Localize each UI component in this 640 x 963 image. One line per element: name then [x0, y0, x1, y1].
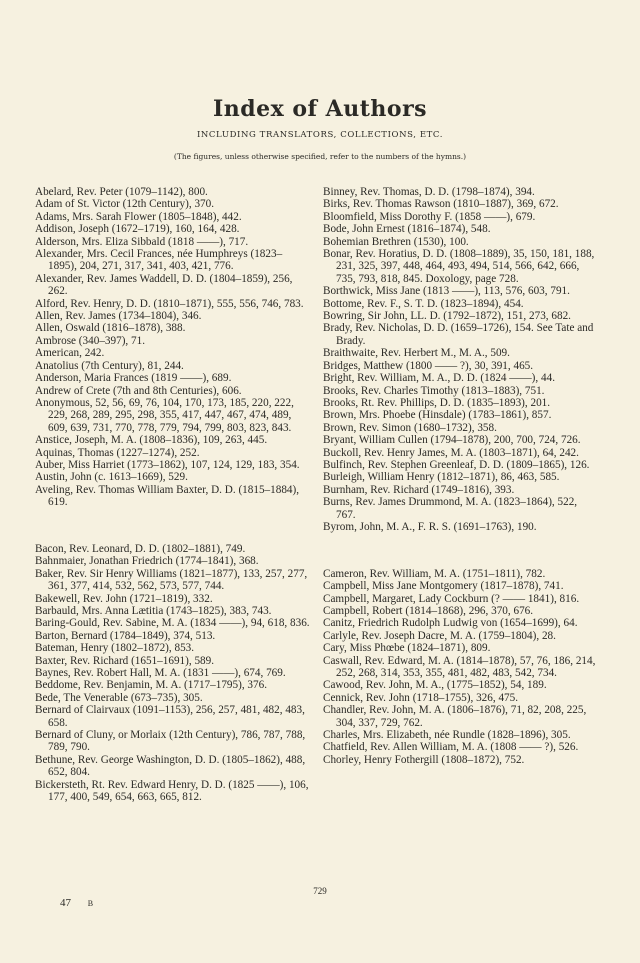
author-entry: Baring-Gould, Rev. Sabine, M. A. (1834 ——), 94, 618, 836. — [35, 617, 310, 630]
author-entry: Buckoll, Rev. Henry James, M. A. (1803–1871), 64, 242. — [323, 446, 579, 459]
author-entry: Alexander, Mrs. Cecil Frances, née Humphreys (1823–1895), 204, 271, 317, 341, 403, 421, 776. — [35, 248, 283, 273]
author-entry: Baker, Rev. Sir Henry Williams (1821–1877), 133, 257, 277, 361, 377, 414, 532, 562, 573, 577, 744. — [35, 567, 308, 593]
author-entry: Byrom, John, M. A., F. R. S. (1691–1763), 190. — [323, 520, 537, 533]
author-entry: Brooks, Rev. Charles Timothy (1813–1883), 751. — [323, 384, 545, 397]
author-entry: Cameron, Rev. William, M. A. (1751–1811), 782. — [323, 567, 546, 580]
author-entry: Campbell, Robert (1814–1868), 296, 370, 676. — [323, 604, 534, 617]
author-entry: Brown, Rev. Simon (1680–1732), 358. — [323, 421, 497, 434]
author-entry: Bede, The Venerable (673–735), 305. — [35, 691, 203, 704]
author-entry: Burnham, Rev. Richard (1749–1816), 393. — [323, 483, 515, 496]
author-entry: Burns, Rev. James Drummond, M. A. (1823–1864), 522, 767. — [323, 496, 578, 521]
author-entry: Charles, Mrs. Elizabeth, née Rundle (1828–1896), 305. — [323, 729, 571, 742]
author-entry: Bridges, Matthew (1800 —— ?), 30, 391, 465. — [323, 359, 534, 372]
author-entry: Bulfinch, Rev. Stephen Greenleaf, D. D. (1809–1865), 126. — [323, 458, 590, 471]
author-entry: Ambrose (340–397), 71. — [35, 334, 145, 347]
author-entry: Bottome, Rev. F., S. T. D. (1823–1894), 454. — [323, 297, 524, 310]
author-entry: Baxter, Rev. Richard (1651–1691), 589. — [35, 654, 215, 667]
author-entry: Abelard, Rev. Peter (1079–1142), 800. — [35, 186, 208, 198]
author-entry: Chatfield, Rev. Allen William, M. A. (1808 —— ?), 526. — [323, 741, 579, 754]
author-entry: Bacon, Rev. Leonard, D. D. (1802–1881), 749. — [35, 542, 246, 555]
author-entry: Binney, Rev. Thomas, D. D. (1798–1874), 394. — [323, 186, 535, 198]
author-entry: Allen, Oswald (1816–1878), 388. — [35, 322, 186, 335]
author-entry: American, 242. — [35, 347, 105, 360]
author-entry: Baynes, Rev. Robert Hall, M. A. (1831 ——), 674, 769. — [35, 667, 286, 679]
author-entry: Bright, Rev. William, M. A., D. D. (1824 ——), 44. — [323, 372, 555, 385]
author-entry: Barton, Bernard (1784–1849), 374, 513. — [35, 629, 216, 642]
author-entry: Anonymous, 52, 56, 69, 76, 104, 170, 173, 185, 220, 222, 229, 268, 289, 295, 298, 355, 417, 447, 467, 474, 489, 609, 639, 731, 770, 778, 779, 794, 799, 803, 823, 843. — [35, 396, 294, 434]
author-entry: Brown, Mrs. Phoebe (Hinsdale) (1783–1861), 857. — [323, 409, 552, 422]
author-entry: Bateman, Henry (1802–1872), 853. — [35, 642, 195, 655]
author-entry: Auber, Miss Harriet (1773–1862), 107, 124, 129, 183, 354. — [35, 458, 300, 471]
author-entry: Bonar, Rev. Horatius, D. D. (1808–1889), 35, 150, 181, 188, 231, 325, 397, 448, 464, 493, 494, 514, 566, 642, 666, 735, 793, 818, 845. Doxology, page 728. — [323, 248, 595, 285]
page-number: 729 — [313, 886, 327, 896]
author-entry: Bernard of Clairvaux (1091–1153), 256, 257, 481, 482, 483, 658. — [35, 704, 305, 729]
author-entry: Braithwaite, Rev. Herbert M., M. A., 509. — [323, 347, 510, 360]
signature-letter: B — [87, 899, 94, 908]
author-entry: Bahnmaier, Jonathan Friedrich (1774–1841), 368. — [35, 555, 259, 568]
right-column — [323, 186, 599, 766]
author-entry: Addison, Joseph (1672–1719), 160, 164, 428. — [35, 223, 240, 236]
signature-mark — [60, 897, 93, 909]
author-entry: Brady, Rev. Nicholas, D. D. (1659–1726), 154. See Tate and Brady. — [323, 322, 594, 347]
author-entry: Brooks, Rt. Rev. Phillips, D. D. (1835–1893), 201. — [323, 396, 551, 409]
author-entry: Chorley, Henry Fothergill (1808–1872), 752. — [323, 753, 525, 766]
page-subtitle: INCLUDING TRANSLATORS, COLLECTIONS, ETC. — [196, 130, 444, 140]
author-entry: Bowring, Sir John, LL. D. (1792–1872), 151, 273, 682. — [323, 310, 571, 323]
author-entry: Chandler, Rev. John, M. A. (1806–1876), 71, 82, 208, 225, 304, 337, 729, 762. — [323, 704, 587, 729]
author-entry: Alexander, Rev. James Waddell, D. D. (1804–1859), 256, 262. — [35, 272, 293, 298]
author-entry: Beddome, Rev. Benjamin, M. A. (1717–1795), 376. — [35, 679, 268, 692]
left-column — [35, 186, 311, 803]
author-entry: Caswall, Rev. Edward, M. A. (1814–1878), 57, 76, 186, 214, 252, 268, 314, 353, 355, 481, 482, 483, 542, 734. — [323, 654, 596, 679]
author-entry: Bakewell, Rev. John (1721–1819), 332. — [35, 592, 213, 605]
section-gap — [323, 545, 599, 557]
author-entry: Campbell, Miss Jane Montgomery (1817–1878), 741. — [323, 580, 564, 593]
author-entry: Anstice, Joseph, M. A. (1808–1836), 109, 263, 445. — [35, 434, 268, 447]
author-entry: Bloomfield, Miss Dorothy F. (1858 ——), 679. — [323, 210, 536, 223]
author-entry: Allen, Rev. James (1734–1804), 346. — [35, 310, 202, 323]
signature-number: 47 — [60, 897, 71, 909]
section-gap — [35, 520, 311, 532]
page-title: Index of Authors — [212, 96, 428, 122]
author-entry: Campbell, Margaret, Lady Cockburn (? —— 1841), 816. — [323, 592, 580, 605]
author-entry: Anderson, Maria Frances (1819 ——), 689. — [35, 372, 232, 385]
author-entry: Bryant, William Cullen (1794–1878), 200, 700, 724, 726. — [323, 434, 581, 447]
author-entry: Bernard of Cluny, or Morlaix (12th Century), 786, 787, 788, 789, 790. — [35, 729, 306, 754]
author-entry: Bickersteth, Rt. Rev. Edward Henry, D. D. (1825 ——), 106, 177, 400, 549, 654, 663, 665, 812. — [35, 778, 309, 804]
author-entry: Adam of St. Victor (12th Century), 370. — [35, 198, 215, 211]
author-entry: Alford, Rev. Henry, D. D. (1810–1871), 555, 556, 746, 783. — [35, 297, 304, 310]
author-entry: Birks, Rev. Thomas Rawson (1810–1887), 369, 672. — [323, 198, 559, 211]
author-entry: Bohemian Brethren (1530), 100. — [323, 235, 469, 248]
author-entry: Alderson, Mrs. Eliza Sibbald (1818 ——), 717. — [35, 235, 249, 248]
author-entry: Aveling, Rev. Thomas William Baxter, D. D. (1815–1884), 619. — [35, 483, 300, 509]
author-entry: Canitz, Friedrich Rudolph Ludwig von (1654–1699), 64. — [323, 617, 578, 630]
author-entry: Aquinas, Thomas (1227–1274), 252. — [35, 446, 200, 459]
author-entry: Adams, Mrs. Sarah Flower (1805–1848), 442. — [35, 210, 242, 223]
author-entry: Cawood, Rev. John, M. A., (1775–1852), 54, 189. — [323, 679, 547, 692]
author-entry: Austin, John (c. 1613–1669), 529. — [35, 471, 188, 484]
author-entry: Anatolius (7th Century), 81, 244. — [35, 359, 184, 372]
author-entry: Bethune, Rev. George Washington, D. D. (1805–1862), 488, 652, 804. — [35, 753, 306, 779]
author-entry: Bode, John Ernest (1816–1874), 548. — [323, 223, 491, 236]
page-note: (The figures, unless otherwise specified, refer to the numbers of the hymns.) — [173, 152, 467, 161]
author-entry: Cennick, Rev. John (1718–1755), 326, 475. — [323, 691, 519, 704]
author-entry: Burleigh, William Henry (1812–1871), 86, 463, 585. — [323, 471, 560, 484]
author-entry: Cary, Miss Phœbe (1824–1871), 809. — [323, 642, 491, 655]
author-entry: Andrew of Crete (7th and 8th Centuries), 606. — [35, 384, 242, 397]
author-entry: Carlyle, Rev. Joseph Dacre, M. A. (1759–1804), 28. — [323, 629, 556, 642]
author-entry: Borthwick, Miss Jane (1813 ——), 113, 576, 603, 791. — [323, 285, 570, 298]
author-entry: Barbauld, Mrs. Anna Lætitia (1743–1825), 383, 743. — [35, 604, 272, 617]
